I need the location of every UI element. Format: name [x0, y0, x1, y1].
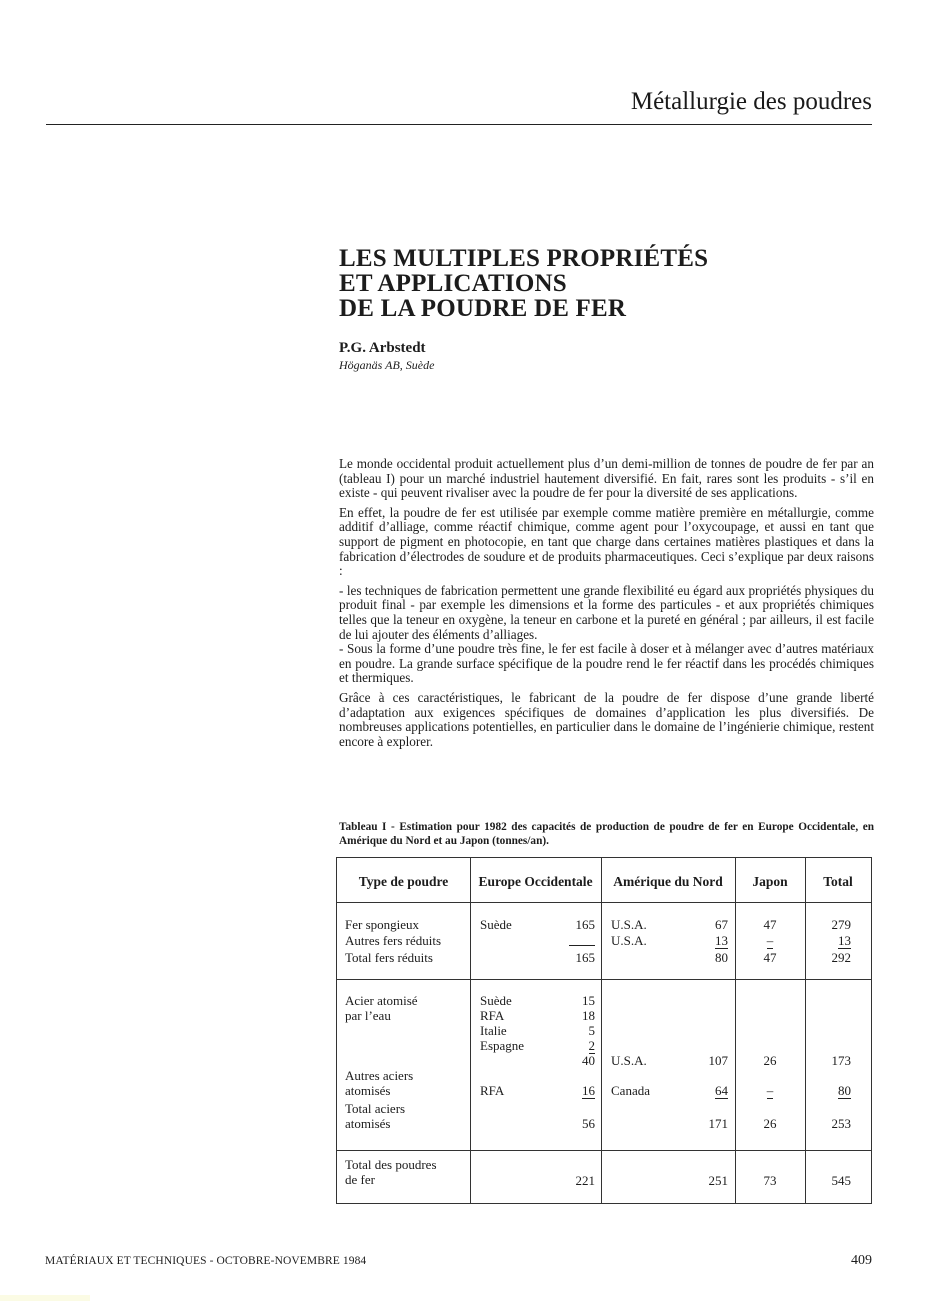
row-label: par l’eau — [345, 1008, 391, 1023]
paragraph-1: Le monde occidental produit actuellement plus d’un demi-million de tonnes de poudre de fer par an (tableau I) pour un marché industriel hautement diversifié. En fait, rares sont les produits - s’il en existe - qui peuvent rivaliser avec la poudre de fer pour la diversité de ses applications. — [339, 456, 874, 501]
underlined-value: – — [766, 933, 774, 948]
row-label: Fer spongieux — [345, 917, 420, 932]
table-vline — [805, 858, 806, 1203]
scan-mark — [0, 1295, 90, 1301]
row-label: Total des poudres — [345, 1157, 437, 1172]
table-vline — [470, 858, 471, 1203]
paragraph-2: En effet, la poudre de fer est utilisée par exemple comme matière première en métallurgie, comme additif d’alliage, comme réactif chimique, comme agent pour l’oxycoupage, et aussi en tant que support de pigment en photocopie, en tant que charge dans certaines matières plastiques et dans la fabrication d’électrodes de soudure et de produits pharmaceutiques. Ceci s’explique par deux raisons : — [339, 504, 874, 579]
article-title — [339, 246, 859, 321]
country-cell: Suède — [480, 917, 512, 932]
table-hline — [337, 1150, 871, 1151]
paragraph-3: Grâce à ces caractéristiques, le fabricant de la poudre de fer dispose d’une grande liberté d’adaptation aux exigences spécifiques de domaines d’application les plus diversifiés. De nombreuses applications potentielles, en particulier dans le domaine de l’ingénierie chimique, restent encore à explorer. — [339, 689, 874, 749]
title-line-2: ET APPLICATIONS — [339, 270, 567, 297]
col-header-europe: Europe Occidentale — [478, 874, 593, 889]
value-cell — [537, 1083, 595, 1098]
section-title: Métallurgie des poudres — [630, 88, 872, 115]
value-cell: 173 — [831, 1053, 851, 1068]
table-hline — [337, 902, 871, 903]
value-cell: 545 — [831, 1173, 851, 1188]
header-rule — [46, 124, 872, 125]
bullet-1: - les techniques de fabrication permettent une grande flexibilité eu égard aux propriétés physiques du produit final - par exemple les dimensions et la forme des particules - et aux propriétés chimiques telles que la teneur en oxygène, la teneur en carbone et la pureté en général ; par ailleurs, il est facile de lui ajouter des éléments d’alliages. — [339, 582, 874, 642]
value-cell: 18 — [582, 1008, 595, 1023]
value-cell — [735, 933, 805, 948]
value-cell: 47 — [763, 950, 777, 965]
page-number: 409 — [851, 1253, 872, 1268]
value-cell: 47 — [763, 917, 777, 932]
value-cell: 56 — [582, 1116, 595, 1131]
col-header-type: Type de poudre — [358, 874, 449, 889]
value-cell: 15 — [582, 993, 595, 1008]
value-cell — [735, 1083, 805, 1098]
production-table — [336, 857, 872, 1204]
value-cell: 73 — [763, 1173, 777, 1188]
title-line-3: DE LA POUDRE DE FER — [339, 295, 627, 322]
table-caption: Tableau I - Estimation pour 1982 des capacités de production de poudre de fer en Europe Occidentale, en Amérique du Nord et au Japon (tonnes/an). — [339, 821, 874, 847]
country-cell: RFA — [480, 1008, 505, 1023]
article-body — [339, 457, 874, 754]
underlined-value: 16 — [582, 1083, 595, 1098]
row-label: de fer — [345, 1172, 375, 1187]
row-label: atomisés — [345, 1083, 391, 1098]
value-cell — [807, 1083, 851, 1098]
table-vline — [601, 858, 602, 1203]
row-label: Total fers réduits — [345, 950, 433, 965]
value-cell — [807, 933, 851, 948]
country-cell: U.S.A. — [611, 933, 647, 948]
col-header-amerique: Amérique du Nord — [613, 874, 723, 889]
value-cell: 67 — [715, 917, 728, 932]
value-cell: 107 — [708, 1053, 728, 1068]
row-label: atomisés — [345, 1116, 391, 1131]
underlined-value: 13 — [838, 933, 851, 948]
row-label: Autres aciers — [345, 1068, 414, 1083]
value-cell: 165 — [575, 950, 595, 965]
value-cell: 40 — [582, 1053, 595, 1068]
row-label: Acier atomisé — [345, 993, 418, 1008]
value-cell: 26 — [763, 1053, 777, 1068]
author-affiliation: Höganäs AB, Suède — [339, 358, 435, 372]
value-cell: 253 — [831, 1116, 851, 1131]
row-label: Total aciers — [345, 1101, 406, 1116]
bullet-2: - Sous la forme d’une poudre très fine, le fer est facile à doser et à mélanger avec d’autres matériaux en poudre. La grande surface spécifique de la poudre rend le fer réactif dans les procédés chimiques et thermiques. — [339, 641, 874, 686]
country-cell: Suède — [480, 993, 512, 1008]
country-cell: Canada — [611, 1083, 650, 1098]
journal-footer: MATÉRIAUX ET TECHNIQUES - OCTOBRE-NOVEMBRE 1984 — [45, 1255, 367, 1267]
country-cell: Italie — [480, 1023, 507, 1038]
country-cell: U.S.A. — [611, 917, 647, 932]
underlined-value: 64 — [715, 1083, 728, 1098]
underlined-value: 80 — [838, 1083, 851, 1098]
row-label: Autres fers réduits — [345, 933, 442, 948]
underlined-value: 2 — [588, 1038, 595, 1053]
country-cell: Espagne — [480, 1038, 525, 1053]
col-header-japon: Japon — [752, 874, 788, 889]
value-cell — [677, 933, 728, 948]
value-cell: 251 — [708, 1173, 728, 1188]
country-cell: RFA — [480, 1083, 505, 1098]
title-line-1: LES MULTIPLES PROPRIÉTÉS — [339, 245, 709, 272]
value-cell: 279 — [831, 917, 851, 932]
author-name: P.G. Arbstedt — [339, 340, 426, 356]
table-vline — [735, 858, 736, 1203]
table-hline — [337, 979, 871, 980]
country-cell: U.S.A. — [611, 1053, 647, 1068]
value-cell: 171 — [708, 1116, 728, 1131]
value-cell: 165 — [575, 917, 595, 932]
underlined-value: 13 — [715, 933, 728, 948]
value-cell — [537, 1038, 595, 1053]
value-cell — [677, 1083, 728, 1098]
col-header-total: Total — [823, 874, 853, 889]
value-cell: 292 — [831, 950, 851, 965]
value-cell: 5 — [588, 1023, 595, 1038]
underlined-value: – — [766, 1083, 774, 1098]
value-cell: 80 — [715, 950, 728, 965]
value-cell: 221 — [575, 1173, 595, 1188]
value-cell: 26 — [763, 1116, 777, 1131]
subtotal-rule — [569, 945, 595, 946]
